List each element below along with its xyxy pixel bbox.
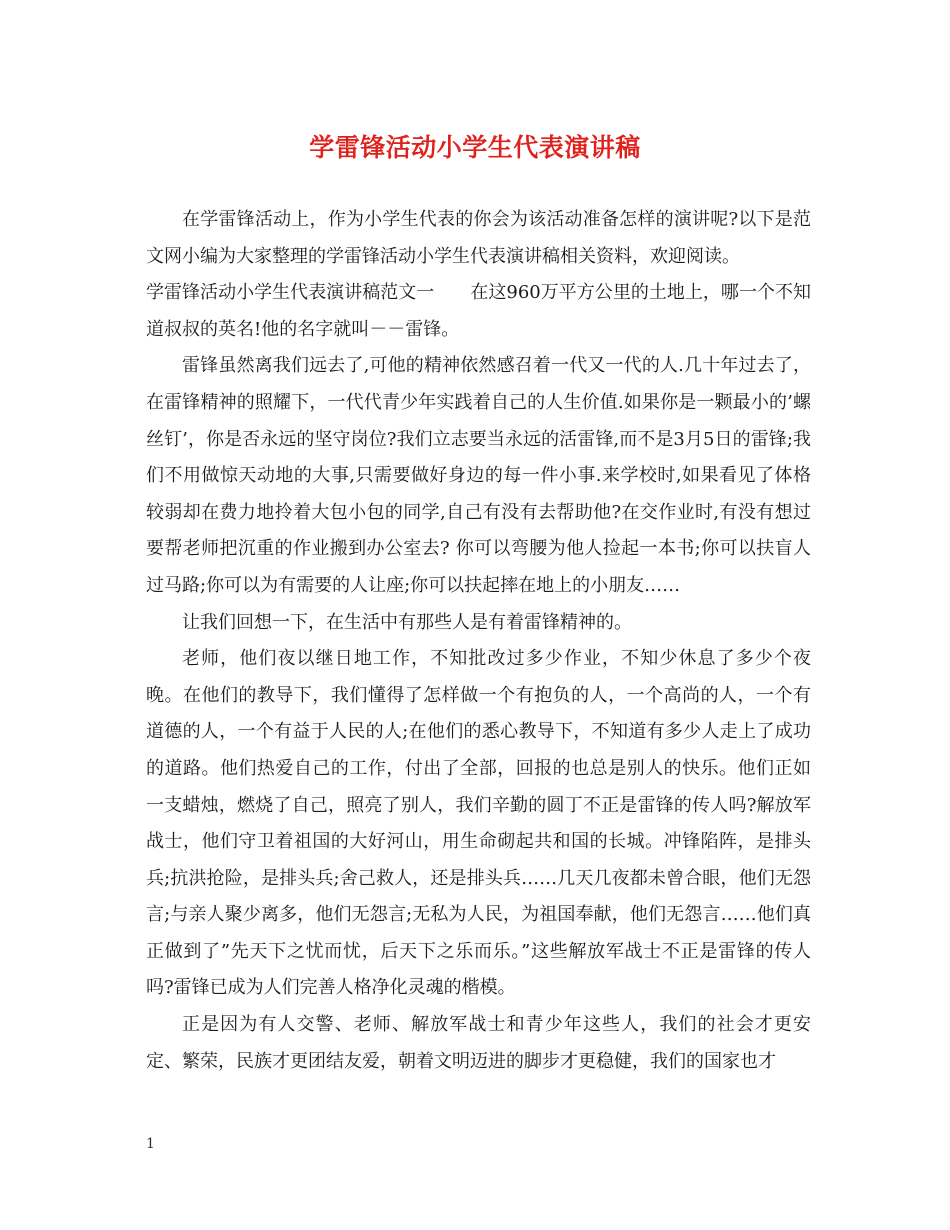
paragraph-2: 雷锋虽然离我们远去了,可他的精神依然感召着一代又一代的人.几十年过去了，在雷锋精神的照耀下，一代代青少年实践着自己的人生价值.如果你是一颗最小的’螺丝钉’，你是否永远的坚守岗位?我们立志要当永远的活雷锋,而不是3月5日的雷锋;我们不用做惊天动地的大事,只需要做好身边的每一件小事.来学校时,如果看见了体格较弱却在费力地拎着大包小包的同学,自己有没有去帮助他?在交作业时,有没有想过要帮老师把沉重的作业搬到办公室去? 你可以弯腰为他人捡起一本书;你可以扶盲人过马路;你可以为有需要的人让座;你可以扶起摔在地上的小朋友…… xyxy=(146,355,811,596)
section-text: 在这960万平方公里的土地上，哪一个不知道叔叔的英名!他的名字就叫－－雷锋。 xyxy=(146,282,812,340)
document-title: 学雷锋活动小学生代表演讲稿 xyxy=(309,133,641,162)
document-body xyxy=(146,202,811,1080)
section-heading: 学雷锋活动小学生代表演讲稿范文一 xyxy=(146,282,435,304)
paragraph-4: 老师，他们夜以继日地工作，不知批改过多少作业，不知少休息了多少个夜晚。在他们的教导下，我们懂得了怎样做一个有抱负的人，一个高尚的人，一个有道德的人，一个有益于人民的人;在他们的悉心教导下，不知道有多少人走上了成功的道路。他们热爱自己的工作，付出了全部，回报的也总是别人的快乐。他们正如一支蜡烛，燃烧了自己，照亮了别人，我们辛勤的圆丁不正是雷锋的传人吗?解放军战士，他们守卫着祖国的大好河山，用生命砌起共和国的长城。冲锋陷阵，是排头兵;抗洪抢险，是排头兵;舍己救人，还是排头兵……几天几夜都未曾合眼，他们无怨言;与亲人聚少离多，他们无怨言;无私为人民，为祖国奉献，他们无怨言……他们真正做到了”先天下之忧而忧，后天下之乐而乐。”这些解放军战士不正是雷锋的传人吗?雷锋已成为人们完善人格净化灵魂的楷模。 xyxy=(146,648,811,999)
paragraph-3: 让我们回想一下，在生活中有那些人是有着雷锋精神的。 xyxy=(182,611,632,633)
paragraph-section-start xyxy=(146,275,811,348)
paragraph-intro: 在学雷锋活动上，作为小学生代表的你会为该活动准备怎样的演讲呢?以下是范文网小编为大家整理的学雷锋活动小学生代表演讲稿相关资料，欢迎阅读。 xyxy=(146,209,811,267)
page-number: 1 xyxy=(146,1136,155,1152)
paragraph-5: 正是因为有人交警、老师、解放军战士和青少年这些人，我们的社会才更安定、繁荣，民族才更团结友爱，朝着文明迈进的脚步才更稳健，我们的国家也才 xyxy=(146,1014,811,1072)
